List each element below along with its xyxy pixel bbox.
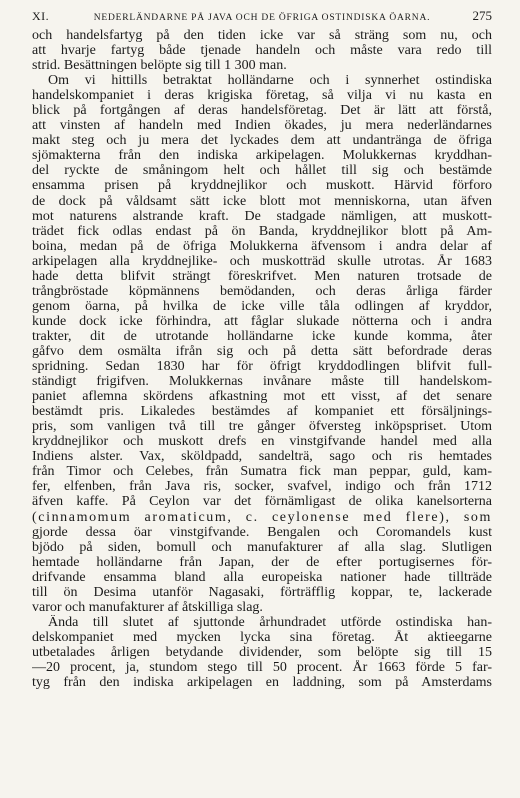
text-line: gåfvo dem osmälta ifrån sig och på detta sätt befordrade deras bbox=[32, 343, 492, 359]
chapter-number: XI. bbox=[32, 9, 50, 23]
text-line: hade detta blifvit strängt föreskrifvet. Men naturen trotsade de bbox=[32, 268, 492, 284]
page-number: 275 bbox=[472, 8, 492, 23]
text-line: Indiens alster. Vax, sköldpadd, sandelträ, sago och ris hemtades bbox=[32, 449, 492, 465]
text-line: bestämdt pris. Likaledes bestämdes af kompaniet ett försäljnings- bbox=[32, 404, 492, 420]
text-line: genom öarna, på hvilka de icke ville tåla odlingen af kryddor, bbox=[32, 298, 492, 314]
text-line: trångbröstade köpmännens bemödanden, och deras årliga färder bbox=[32, 283, 492, 299]
text-line: (cinnamomum aromaticum, c. ceylonense med flere), som bbox=[32, 509, 492, 525]
body-text bbox=[32, 28, 492, 690]
text-line: trakter, dit de utrotande holländarne icke kunde komma, åter bbox=[32, 328, 492, 344]
text-line: varor och manufakturer af åtskilliga slag. bbox=[32, 599, 263, 615]
text-line: äfven kaffe. På Ceylon var det förnämligast de olika kanelsorterna bbox=[32, 494, 492, 510]
text-line: hemtade holländarne från Japan, der de efter portugisernes för- bbox=[32, 554, 492, 570]
text-line: sjömakterna från den indiska arkipelagen. Molukkernas kryddhan- bbox=[32, 148, 492, 164]
text-line: tyg från den indiska arkipelagen en laddning, som på Amsterdams bbox=[32, 675, 492, 691]
text-line: pris, som vanligen två till tre gånger öfversteg inköpspriset. Utom bbox=[32, 419, 492, 435]
text-line: de dock på våldsamt sätt icke blott mot menniskorna, utan äfven bbox=[32, 193, 492, 209]
text-line: handelskompaniet i deras krigiska företag, så vilja vi nu kasta en bbox=[32, 88, 492, 104]
text-line: —20 procent, ja, stundom stego till 50 procent. År 1663 förde 5 far- bbox=[32, 659, 492, 675]
text-line: kryddnejlikor och muskott drefs en vinstgifvande handel med alla bbox=[32, 434, 492, 450]
text-line: ständigt frigifven. Molukkernas invånare måste till handelskom- bbox=[32, 374, 492, 390]
text-line: blick på fortgången af deras handelsföretag. Det är lätt att förstå, bbox=[32, 103, 492, 119]
text-line: delskompaniet med mycken lycka sina företag. Åt aktieegarne bbox=[32, 629, 492, 645]
text-line: Ända till slutet af sjuttonde århundradet utförde ostindiska han- bbox=[48, 614, 492, 630]
text-line: fer, elfenben, från Java ris, socker, svafvel, indigo och från 1712 bbox=[32, 479, 492, 495]
text-line: att vinsten af handeln med Indien ökades, ju mera nederländarnes bbox=[32, 118, 492, 134]
text-line: gjorde dessa öar vinstgifvande. Bengalen och Coromandels kust bbox=[32, 524, 492, 540]
text-line: trädet fick odlas endast på ön Banda, kryddnejlikor blott på Am- bbox=[32, 223, 492, 239]
text-line: från Timor och Celebes, från Sumatra fick man peppar, guld, kam- bbox=[32, 464, 492, 480]
text-line: drifvande ensamma bland alla europeiska nationer hade tillträde bbox=[32, 569, 492, 585]
running-title: NEDERLÄNDARNE PÅ JAVA OCH DE ÖFRIGA OSTINDISKA ÖARNA. bbox=[93, 13, 431, 23]
page-header bbox=[32, 8, 492, 28]
text-line: paniet aflemna skördens afkastning mot ett visst, af det senare bbox=[32, 389, 492, 405]
text-line: utbetalades årligen betydande dividender, som belöpte sig till 15 bbox=[32, 644, 492, 660]
text-line: till ön Desima utanför Nagasaki, förträfflig koppar, te, lackerade bbox=[32, 584, 492, 600]
text-line: ensamma prisen på kryddnejlikor och muskott. Härvid förforo bbox=[32, 178, 492, 194]
text-line: Om vi hittills betraktat holländarne och i synnerhet ostindiska bbox=[48, 73, 492, 89]
text-line: och handelsfartyg på den tiden icke var så sträng som nu, och bbox=[32, 28, 492, 43]
text-line: bjödo på siden, bomull och manufakturer af alla slag. Slutligen bbox=[32, 539, 492, 555]
text-line: kunde dock icke förhindra, att fåglar slukade nötterna och i andra bbox=[32, 313, 492, 329]
text-line: spridning. Sedan 1830 har för öfrigt kryddodlingen blifvit full- bbox=[32, 359, 492, 375]
text-line: makt steg och ju mera det lyckades dem att undantränga de öfriga bbox=[32, 133, 492, 149]
text-line: arkipelagen alla kryddnejlike- och muskotträd skulle utrotas. År 1683 bbox=[32, 253, 492, 269]
text-line: boina, medan på de öfriga Molukkerna äfvensom i andra delar af bbox=[32, 238, 492, 254]
text-line: strid. Besättningen belöpte sig till 1 300 man. bbox=[32, 58, 287, 74]
text-line: att hvarje fartyg både tjenade handeln och måste vara redo till bbox=[32, 43, 492, 59]
text-line: del ryckte de småningom helt och hållet till sig och bestämde bbox=[32, 163, 492, 179]
text-line: mot naturens alstrande kraft. De stadgade nämligen, att muskott- bbox=[32, 208, 492, 224]
